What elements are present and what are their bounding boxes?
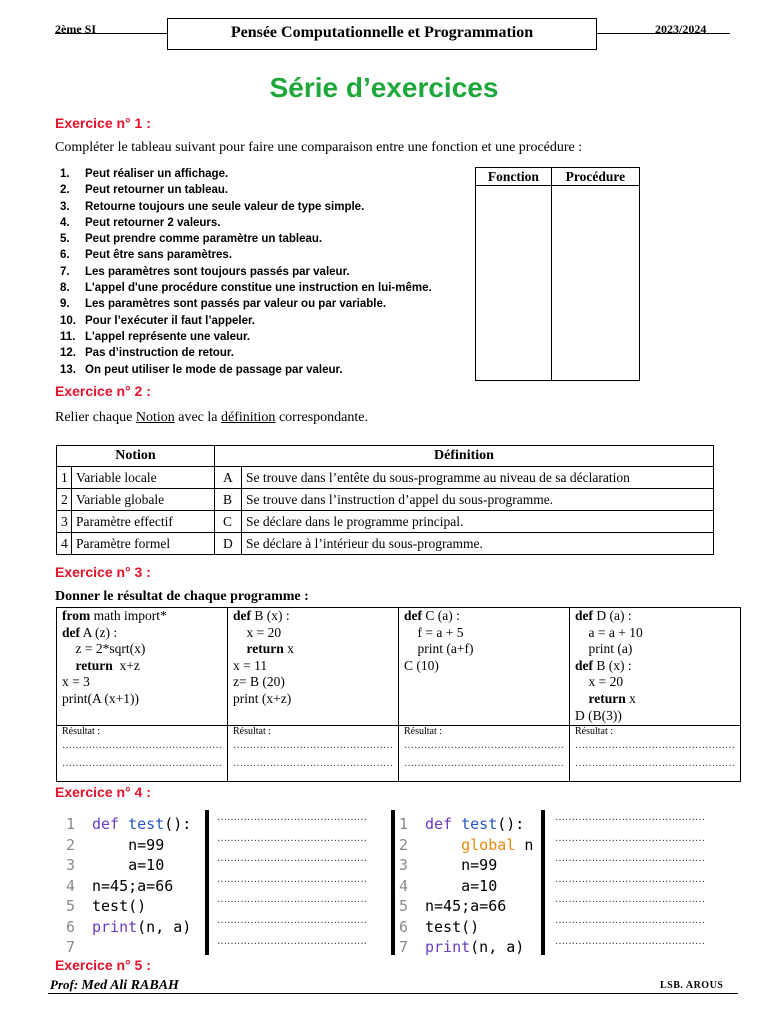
answer-line[interactable]: ……………………………………… <box>217 914 367 926</box>
program-cell <box>228 608 399 726</box>
line-number: 5 <box>399 897 409 915</box>
statement-text: Pas d’instruction de retour. <box>85 347 234 360</box>
code-line <box>233 658 393 675</box>
statement-number: 12. <box>60 347 76 360</box>
code-text: x <box>283 641 294 657</box>
code-keyword: return <box>75 657 113 673</box>
code-text: n=99 <box>425 856 498 874</box>
code-line <box>575 674 735 691</box>
notion-definition-table <box>56 445 714 555</box>
code-keyword: print <box>425 938 471 956</box>
ex1-statement-list <box>60 166 432 378</box>
line-number: 2 <box>66 835 76 854</box>
answer-line[interactable]: ……………………………………… <box>217 935 367 947</box>
code-keyword: from <box>62 608 91 623</box>
code-row <box>399 917 533 938</box>
answer-line[interactable]: ……………………………………… <box>555 853 705 865</box>
code-line <box>233 608 393 625</box>
notion-number: 4 <box>57 533 72 555</box>
code-text: a=10 <box>92 856 165 874</box>
function-procedure-table <box>475 167 640 381</box>
code-text: C (a) : <box>422 608 460 623</box>
code-text: x = 11 <box>233 657 268 673</box>
line-number: 2 <box>399 835 409 854</box>
statement-number: 3. <box>60 200 70 213</box>
statement-text: Les paramètres sont toujours passés par valeur. <box>85 265 350 278</box>
ex2-instr-part: correspondante. <box>275 410 368 425</box>
code-line <box>62 608 222 625</box>
code-line <box>575 625 735 642</box>
definition-letter: C <box>215 511 242 533</box>
fonction-answer-cell[interactable] <box>476 186 552 381</box>
ex3-instruction: Donner le résultat de chaque programme : <box>55 589 309 604</box>
statement-item <box>60 182 432 198</box>
program-cell <box>57 608 228 726</box>
statement-number: 13. <box>60 363 76 376</box>
statement-number: 11. <box>60 330 76 343</box>
statement-text: Pour l’exécuter il faut l’appeler. <box>85 314 256 327</box>
prof-name: Med Ali RABAH <box>81 978 179 993</box>
definition-text: Se trouve dans l’instruction d’appel du sous-programme. <box>242 489 714 511</box>
code-text: x+z <box>112 657 140 673</box>
statement-item <box>60 296 432 312</box>
answer-line[interactable]: ……………………………………… <box>555 873 705 885</box>
code-divider-right <box>541 810 545 955</box>
ex2-instruction <box>55 410 368 426</box>
code-text: print (x+z) <box>233 690 292 706</box>
statement-item <box>60 313 432 329</box>
code-text: f = a + 5 <box>404 624 464 640</box>
ex2-label: Exercice n° 2 : <box>55 383 151 399</box>
statement-text: Peut prendre comme paramètre un tableau. <box>85 233 323 246</box>
code-row <box>66 855 191 876</box>
code-divider-left <box>205 810 209 955</box>
program-table <box>56 607 741 782</box>
line-number: 7 <box>66 938 76 956</box>
statement-item <box>60 166 432 182</box>
code-function-name: test <box>128 815 165 833</box>
code-text: B (x) : <box>593 657 632 673</box>
code-line <box>233 674 393 691</box>
result-dots: ………………………………………… <box>575 740 735 751</box>
statement-text: Peut réaliser un affichage. <box>85 168 229 180</box>
line-number: 7 <box>399 938 409 956</box>
result-cell[interactable] <box>57 726 228 782</box>
answer-line[interactable]: ……………………………………… <box>555 812 705 823</box>
class-level: 2ème SI <box>55 22 96 36</box>
statement-number: 5. <box>60 233 70 246</box>
code-text: C (10) <box>404 657 439 673</box>
notion-header: Notion <box>57 446 215 467</box>
code-text: x = 20 <box>233 624 282 640</box>
line-number: 4 <box>66 876 76 895</box>
code-divider-mid <box>391 810 395 955</box>
code-line <box>404 658 564 675</box>
line-number: 3 <box>399 856 409 874</box>
code-line <box>233 625 393 642</box>
definition-text: Se déclare dans le programme principal. <box>242 511 714 533</box>
statement-item <box>60 345 432 361</box>
line-number: 3 <box>66 856 76 874</box>
answer-line[interactable]: ……………………………………… <box>217 853 367 865</box>
code-line <box>62 674 222 691</box>
definition-letter: B <box>215 489 242 511</box>
notion-name: Paramètre effectif <box>72 511 215 533</box>
code-text: a = a + 10 <box>575 624 643 640</box>
code-text: x = 3 <box>62 674 90 690</box>
notion-number: 2 <box>57 489 72 511</box>
line-number: 1 <box>399 815 409 833</box>
statement-number: 8. <box>60 282 70 295</box>
definition-letter: D <box>215 533 242 555</box>
footer-rule <box>48 993 738 994</box>
prof-label: Prof: <box>50 977 79 992</box>
result-dots: ………………………………………… <box>233 740 393 751</box>
statement-item <box>60 264 432 280</box>
definition-letter: A <box>215 467 242 489</box>
statement-number: 1. <box>60 168 70 180</box>
code-text: print (a+f) <box>404 641 474 657</box>
statement-number: 7. <box>60 265 70 278</box>
statement-number: 2. <box>60 184 70 197</box>
code-row <box>66 937 191 958</box>
statement-item <box>60 362 432 378</box>
code-text: D (B(3)) <box>575 707 622 723</box>
code-text: B (x) : <box>251 608 290 623</box>
code-text <box>425 836 461 854</box>
code-row <box>66 917 191 938</box>
school-year: 2023/2024 <box>655 22 707 36</box>
code-text: (): <box>497 815 525 833</box>
statement-item <box>60 280 432 296</box>
answer-line[interactable]: ……………………………………… <box>217 894 367 906</box>
program-cell <box>570 608 741 726</box>
statement-text: On peut utiliser le mode de passage par valeur. <box>85 363 343 376</box>
table-row <box>57 467 714 489</box>
code-text: math import* <box>90 608 167 623</box>
code-line <box>575 658 735 675</box>
line-number: 5 <box>66 897 76 915</box>
fonction-header: Fonction <box>476 168 552 186</box>
code-line <box>62 658 222 675</box>
code-keyword: def <box>404 608 422 623</box>
code-row <box>399 937 533 958</box>
code-keyword: def <box>575 608 593 623</box>
statement-item <box>60 329 432 345</box>
statement-item <box>60 247 432 263</box>
notion-name: Paramètre formel <box>72 533 215 555</box>
code-line <box>575 708 735 725</box>
code-text: n=45;a=66 <box>92 876 174 895</box>
line-number: 6 <box>66 917 76 936</box>
code-line <box>233 641 393 658</box>
code-text: print (a) <box>575 641 633 657</box>
code-text: D (a) : <box>593 608 632 623</box>
code-indent <box>575 691 589 706</box>
statement-text: Peut retourner 2 valeurs. <box>85 216 221 229</box>
program-cell <box>399 608 570 726</box>
code-line <box>404 625 564 642</box>
code-row <box>66 896 191 917</box>
code-row <box>399 896 533 917</box>
code-text: (n, a) <box>137 917 192 936</box>
code-text: (n, a) <box>470 938 525 956</box>
code-text: n=45;a=66 <box>425 897 507 915</box>
statement-text: Peut être sans paramètres. <box>85 249 233 262</box>
procedure-answer-cell[interactable] <box>551 186 639 381</box>
code-line <box>233 691 393 708</box>
code-line <box>404 608 564 625</box>
code-snippet-global <box>399 814 533 958</box>
code-global-keyword: global <box>461 835 516 854</box>
code-text: A (z) : <box>80 624 118 640</box>
code-line <box>62 641 222 658</box>
code-keyword: def <box>92 815 129 833</box>
line-number: 1 <box>66 815 76 833</box>
result-dots: ………………………………………… <box>233 758 393 769</box>
result-cell[interactable] <box>228 726 399 782</box>
ex1-instruction: Compléter le tableau suivant pour faire une comparaison entre une fonction et une procédure : <box>55 140 583 155</box>
course-title: Pensée Computationnelle et Programmation <box>230 24 534 41</box>
code-row <box>399 876 533 897</box>
answer-line[interactable]: ……………………………………… <box>217 812 367 823</box>
code-text: n=99 <box>92 835 165 854</box>
code-keyword: print <box>92 917 138 936</box>
code-line <box>575 608 735 625</box>
statement-text: Retourne toujours une seule valeur de type simple. <box>85 200 365 213</box>
answer-line[interactable]: ……………………………………… <box>217 832 367 844</box>
statement-text: L'appel représente une valeur. <box>85 330 251 343</box>
ex4-label: Exercice n° 4 : <box>55 784 151 800</box>
code-keyword: def <box>425 815 462 833</box>
notion-name: Variable globale <box>72 489 215 511</box>
ex2-instr-definition: définition <box>221 410 276 425</box>
procedure-header: Procédure <box>551 168 639 186</box>
code-text: x = 20 <box>575 674 624 690</box>
code-text: z= B (20) <box>233 674 285 690</box>
result-dots: ………………………………………… <box>62 740 222 751</box>
result-label: Résultat : <box>62 726 101 737</box>
result-label: Résultat : <box>233 726 272 737</box>
code-text: (): <box>164 815 192 833</box>
definition-text: Se trouve dans l’entête du sous-programme au niveau de sa déclaration <box>242 467 714 489</box>
code-text: test() <box>92 897 147 915</box>
statement-text: L'appel d'une procédure constitue une instruction en lui-même. <box>85 282 432 295</box>
ex5-label: Exercice n° 5 : <box>55 957 151 973</box>
answer-line[interactable]: ……………………………………… <box>555 935 705 947</box>
table-row <box>57 511 714 533</box>
code-text: a=10 <box>425 876 498 895</box>
code-row <box>399 814 533 835</box>
code-line <box>62 691 222 708</box>
code-row <box>66 814 191 835</box>
school-name: LSB. AROUS <box>660 980 724 991</box>
ex2-instr-part: Relier chaque <box>55 410 136 425</box>
code-function-name: test <box>461 815 498 833</box>
statement-number: 10. <box>60 314 76 327</box>
definition-header: Définition <box>215 446 714 467</box>
code-text: test() <box>425 917 480 936</box>
definition-text: Se déclare à l’intérieur du sous-programme. <box>242 533 714 555</box>
code-row <box>66 835 191 856</box>
answer-line[interactable]: ……………………………………… <box>217 873 367 885</box>
notion-number: 1 <box>57 467 72 489</box>
code-row <box>66 876 191 897</box>
statement-item <box>60 231 432 247</box>
code-line <box>62 625 222 642</box>
code-keyword: return <box>588 690 626 706</box>
code-text: z = 2*sqrt(x) <box>62 641 146 657</box>
statement-text: Peut retourner un tableau. <box>85 184 229 197</box>
page-title: Série d’exercices <box>269 72 499 103</box>
result-dots: ………………………………………… <box>404 758 564 769</box>
answer-line[interactable]: ……………………………………… <box>555 914 705 926</box>
answer-line[interactable]: ……………………………………… <box>555 894 705 906</box>
course-title-box <box>167 18 597 50</box>
ex3-label: Exercice n° 3 : <box>55 564 151 580</box>
code-indent <box>233 641 247 656</box>
table-row <box>57 489 714 511</box>
statement-item <box>60 199 432 215</box>
code-line <box>575 691 735 708</box>
ex1-label: Exercice n° 1 : <box>55 115 151 131</box>
table-row <box>57 533 714 555</box>
result-cell[interactable] <box>570 726 741 782</box>
line-number: 6 <box>399 917 409 936</box>
answer-lines-left <box>217 808 367 952</box>
code-keyword: def <box>575 657 593 673</box>
answer-lines-right <box>555 808 705 952</box>
code-line <box>575 641 735 658</box>
statement-number: 6. <box>60 249 70 262</box>
ex2-instr-notion: Notion <box>135 410 175 425</box>
code-snippet-local <box>66 814 191 958</box>
code-keyword: def <box>62 624 80 640</box>
result-cell[interactable] <box>399 726 570 782</box>
code-row <box>399 855 533 876</box>
result-dots: ………………………………………… <box>62 758 222 769</box>
statement-number: 9. <box>60 298 70 311</box>
statement-text: Les paramètres sont passés par valeur ou par variable. <box>85 298 387 311</box>
notion-name: Variable locale <box>72 467 215 489</box>
code-indent <box>62 658 76 673</box>
code-row <box>399 835 533 856</box>
statement-number: 4. <box>60 216 70 229</box>
notion-number: 3 <box>57 511 72 533</box>
result-dots: ………………………………………… <box>575 758 735 769</box>
result-label: Résultat : <box>404 726 443 737</box>
footer-author <box>50 977 179 994</box>
code-keyword: def <box>233 608 251 623</box>
code-text: x <box>625 690 636 706</box>
code-line <box>404 641 564 658</box>
code-keyword: return <box>246 641 284 657</box>
statement-item <box>60 215 432 231</box>
code-text: n <box>515 835 534 854</box>
ex2-instr-part: avec la <box>174 410 221 425</box>
code-text: print(A (x+1)) <box>62 690 139 706</box>
line-number: 4 <box>399 876 409 895</box>
answer-line[interactable]: ……………………………………… <box>555 832 705 844</box>
result-label: Résultat : <box>575 726 614 737</box>
result-dots: ………………………………………… <box>404 740 564 751</box>
